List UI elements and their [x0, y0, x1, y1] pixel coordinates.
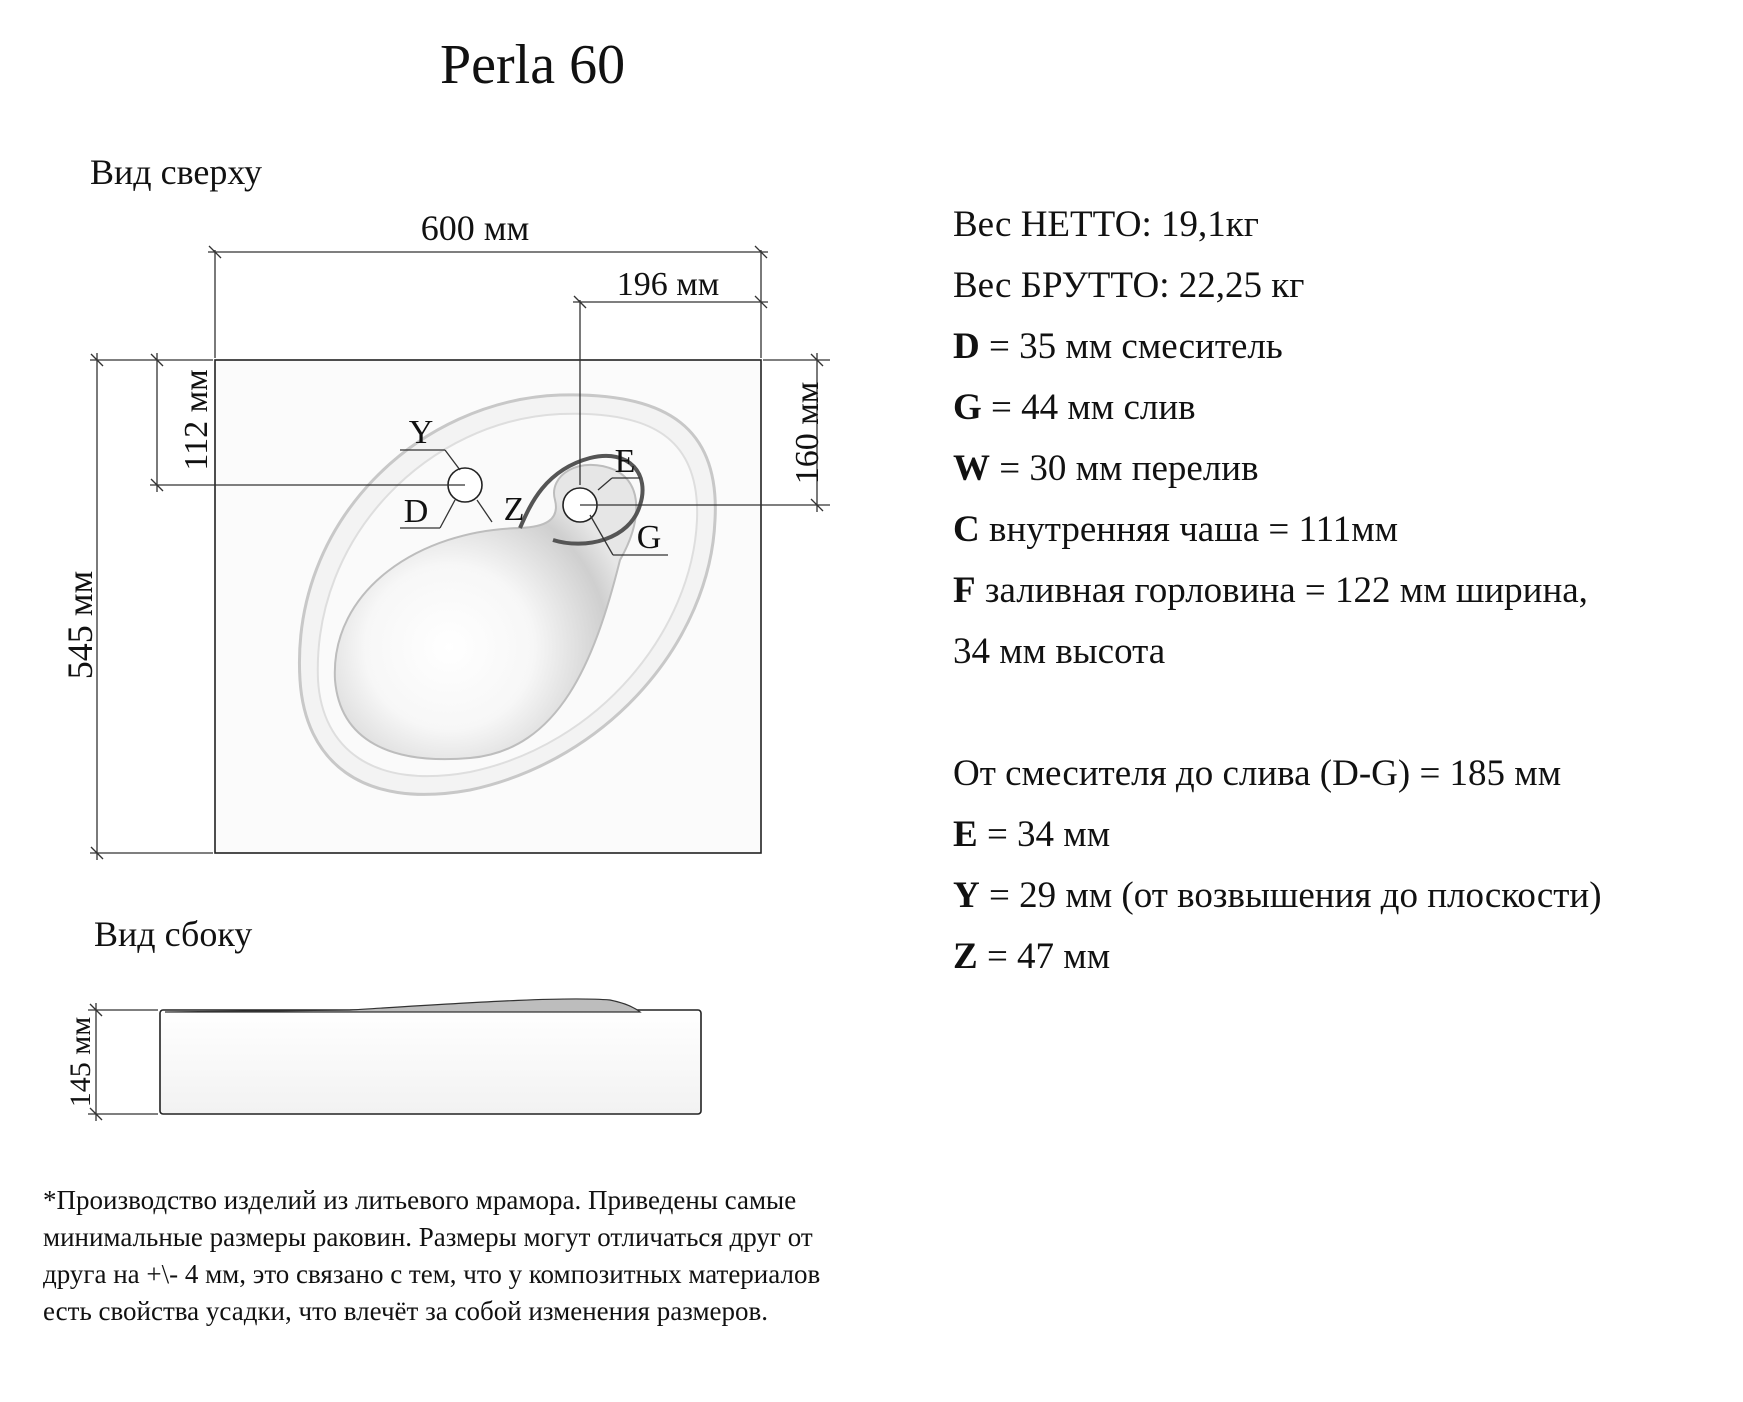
spec-z: Z = 47 мм [953, 936, 1111, 977]
spec-y: Y = 29 мм (от возвышения до плоскости) [953, 875, 1602, 916]
spec-list [953, 194, 1713, 987]
marker-d: D [403, 493, 429, 530]
spec-g: G = 44 мм слив [953, 387, 1196, 428]
height-dimension [88, 1003, 158, 1121]
spec-f-height: 34 мм высота [953, 631, 1166, 672]
faucet-x-dimension-label: 196 мм [616, 266, 720, 303]
marker-z: Z [503, 491, 525, 528]
marker-y: Y [408, 414, 434, 451]
spec-net-weight: Вес НЕТТО: 19,1кг [953, 204, 1259, 245]
marker-e: E [614, 443, 636, 480]
footnote-line: *Производство изделий из литьевого мрамора. Приведены самые [43, 1185, 797, 1215]
spec-w: W = 30 мм перелив [953, 448, 1259, 489]
footnote-line: есть свойства усадки, что влечёт за собой изменения размеров. [43, 1296, 769, 1326]
spec-e: E = 34 мм [953, 814, 1111, 855]
footnote-line: минимальные размеры раковин. Размеры могут отличаться друг от [43, 1222, 813, 1252]
width-dimension-label: 600 мм [420, 208, 530, 248]
footnote [43, 1182, 943, 1330]
height-dimension-label: 145 мм [64, 1016, 97, 1108]
side-view-label: Вид сбоку [94, 914, 253, 954]
spec-c: C внутренняя чаша = 111мм [953, 509, 1399, 550]
spec-spacer [953, 682, 1713, 743]
footnote-line: друга на +\- 4 мм, это связано с тем, что у композитных материалов [43, 1259, 821, 1289]
top-view-label: Вид сверху [90, 152, 262, 192]
marker-g: G [636, 519, 662, 556]
spec-d-g: От смесителя до слива (D-G) = 185 мм [953, 753, 1562, 794]
page-title: Perla 60 [440, 34, 626, 96]
overflow-y-dimension-label: 112 мм [178, 369, 215, 471]
sink-side-outline [160, 1010, 701, 1114]
spec-d: D = 35 мм смеситель [953, 326, 1283, 367]
spec-f: F заливная горловина = 122 мм ширина, [953, 570, 1588, 611]
faucet-y-dimension-label: 160 мм [789, 381, 826, 485]
depth-dimension-label: 545 мм [60, 570, 100, 680]
spec-gross-weight: Вес БРУТТО: 22,25 кг [953, 265, 1305, 306]
